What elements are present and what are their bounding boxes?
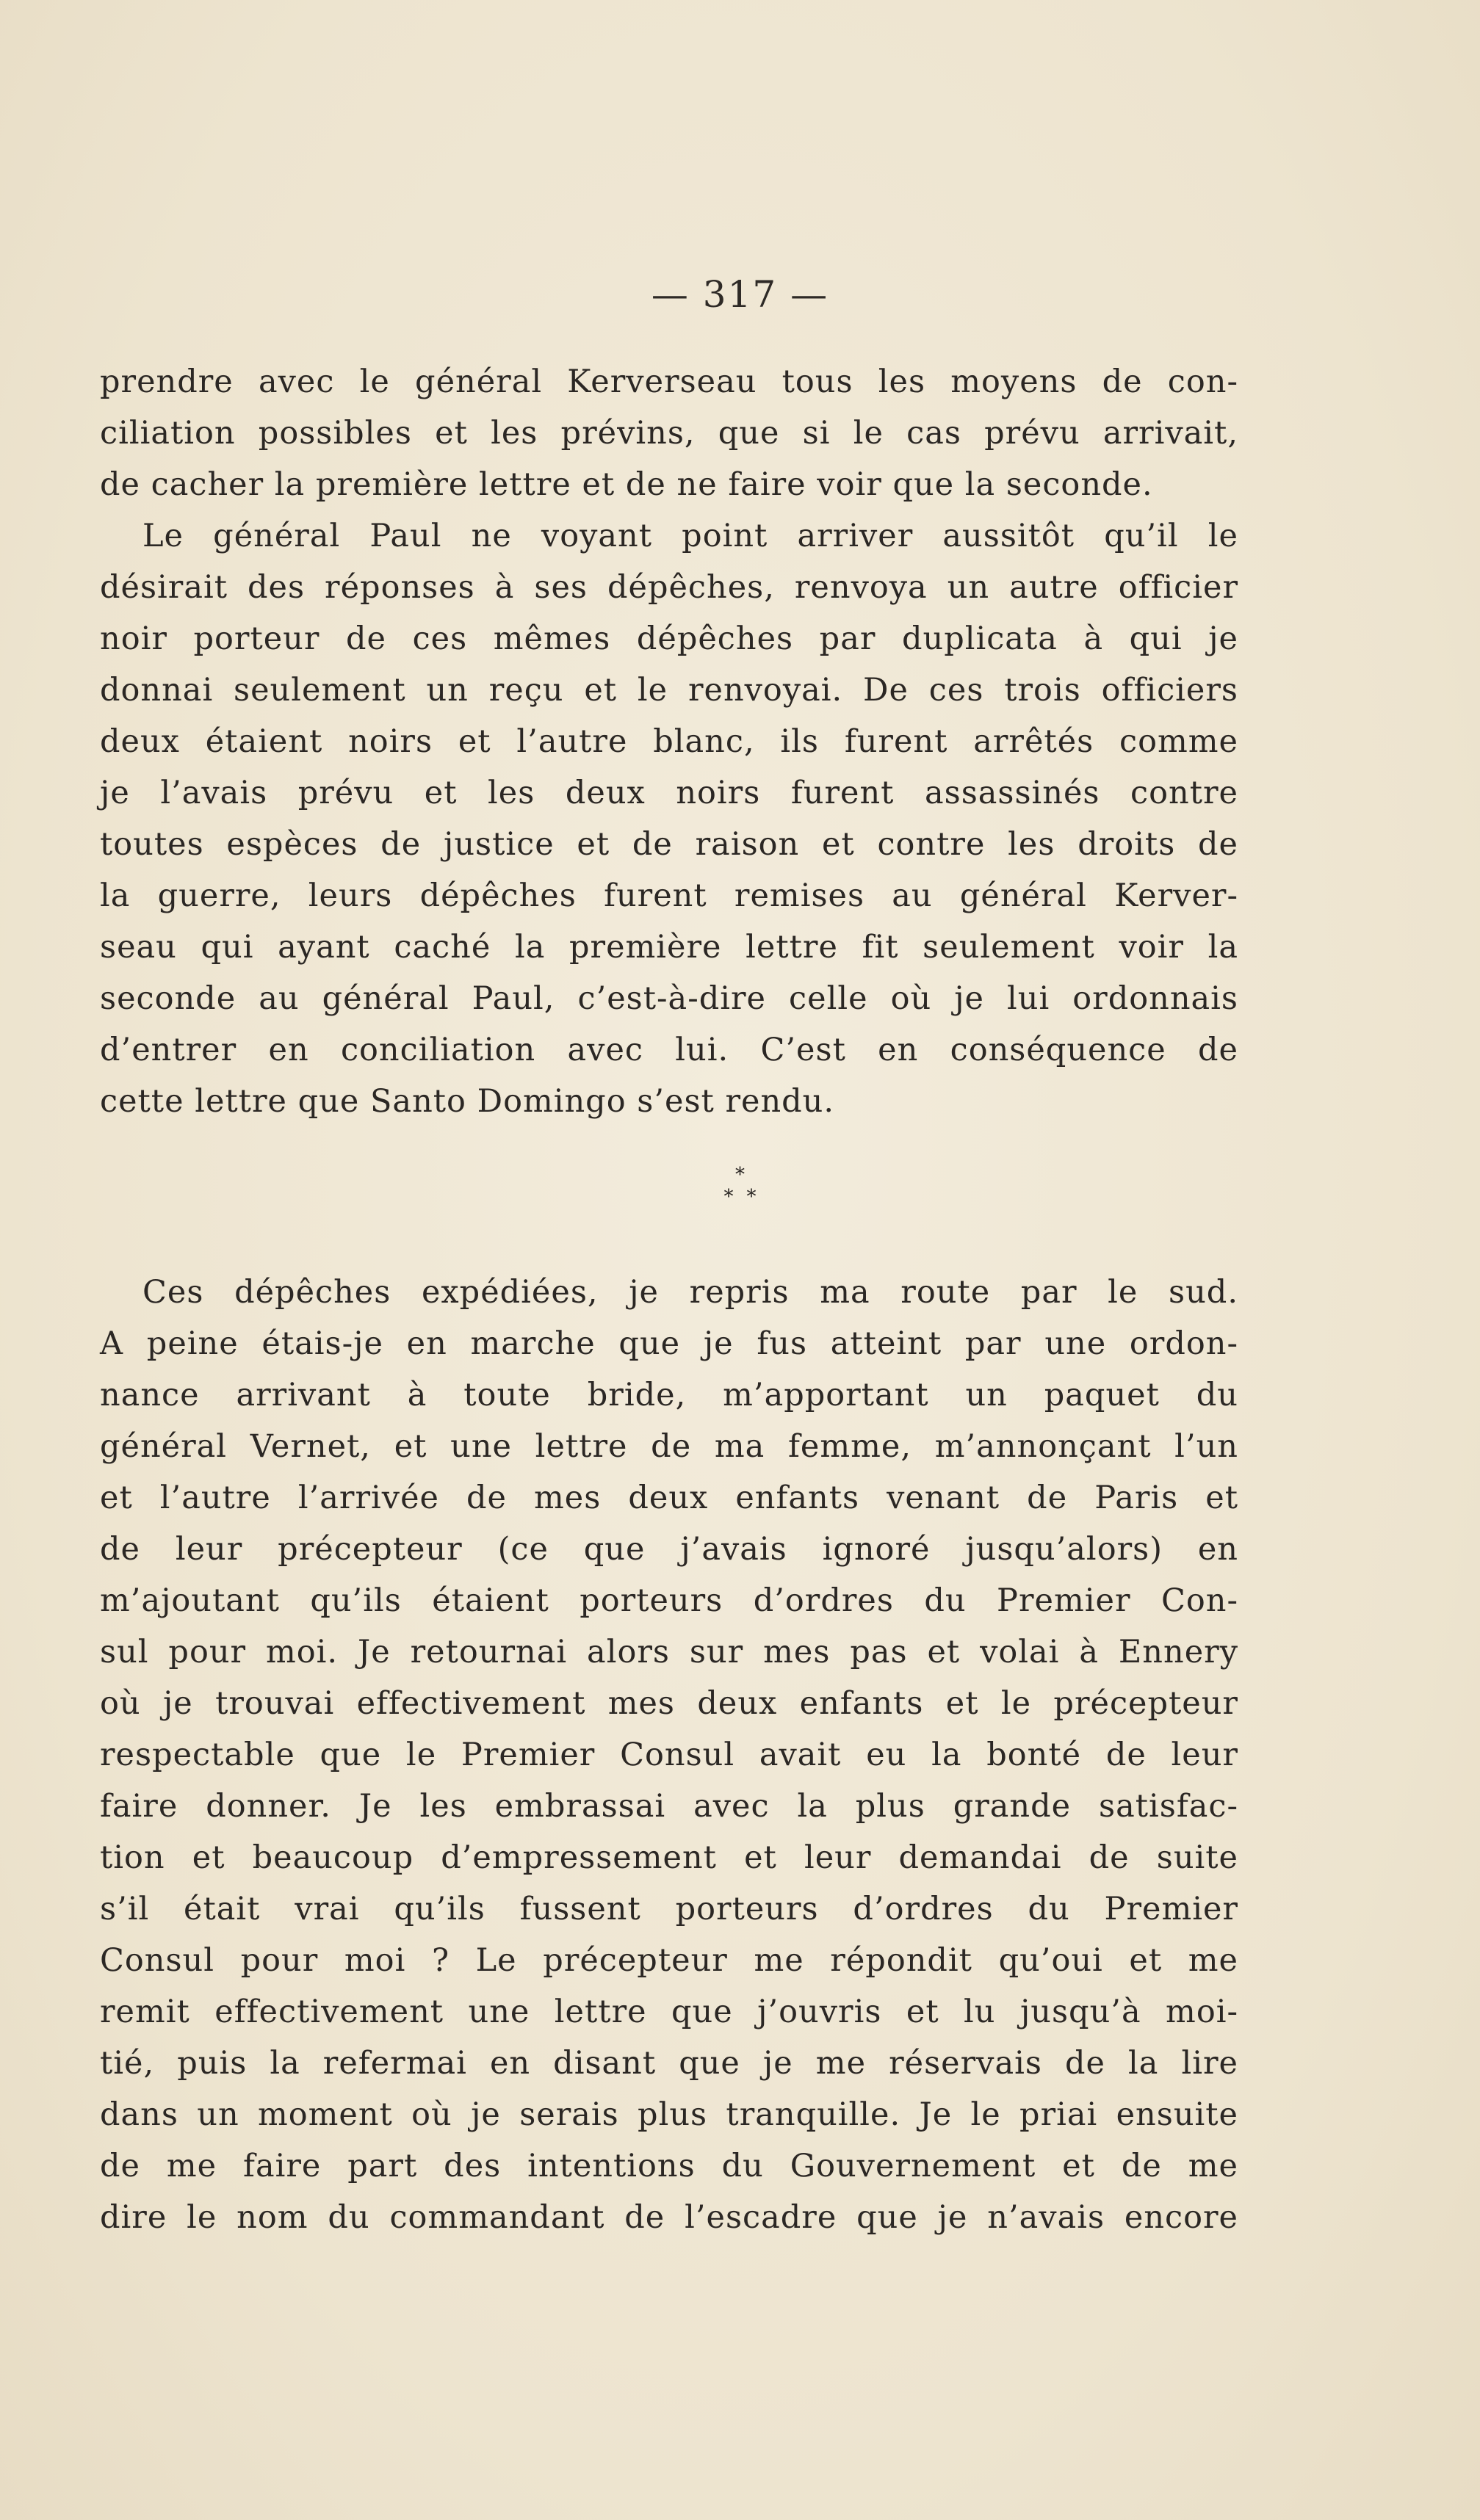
text-line: et l’autre l’arrivée de mes deux enfants venant de Paris et	[100, 1480, 1238, 1516]
text-line: s’il était vrai qu’ils fussent porteurs d’ordres du Premier	[100, 1891, 1238, 1927]
text-line: je l’avais prévu et les deux noirs furent assassinés contre	[100, 775, 1238, 811]
text-line: deux étaient noirs et l’autre blanc, ils furent arrêtés comme	[100, 723, 1238, 760]
text-line: ciliation possibles et les prévins, que si le cas prévu arrivait,	[100, 415, 1238, 452]
text-line: de cacher la première lettre et de ne faire voir que la seconde.	[100, 466, 1153, 503]
text-upper	[100, 356, 1238, 1127]
page-number: — 317 —	[651, 273, 829, 316]
text-line: faire donner. Je les embrassai avec la plus grande satisfac-	[100, 1788, 1238, 1825]
text-line: Ces dépêches expédiées, je repris ma route par le sud.	[142, 1274, 1238, 1311]
section-separator	[0, 1164, 1480, 1208]
text-line: Le général Paul ne voyant point arriver aussitôt qu’il le	[142, 518, 1238, 554]
text-line: m’ajoutant qu’ils étaient porteurs d’ordres du Premier Con-	[100, 1582, 1238, 1619]
text-line: de leur précepteur (ce que j’avais ignoré jusqu’alors) en	[100, 1531, 1238, 1568]
text-line: la guerre, leurs dépêches furent remises au général Kerver-	[100, 877, 1238, 914]
text-line: seau qui ayant caché la première lettre fit seulement voir la	[100, 929, 1238, 966]
text-line: donnai seulement un reçu et le renvoyai. De ces trois officiers	[100, 672, 1238, 709]
text-line: sul pour moi. Je retournai alors sur mes pas et volai à Ennery	[100, 1634, 1238, 1670]
text-line: cette lettre que Santo Domingo s’est rendu.	[100, 1083, 835, 1120]
text-line: noir porteur de ces mêmes dépêches par duplicata à qui je	[100, 620, 1238, 657]
text-line: seconde au général Paul, c’est-à-dire celle où je lui ordonnais	[100, 980, 1238, 1017]
text-line: désirait des réponses à ses dépêches, renvoya un autre officier	[100, 569, 1238, 606]
text-line: de me faire part des intentions du Gouvernement et de me	[100, 2148, 1238, 2184]
text-line: où je trouvai effectivement mes deux enfants et le précepteur	[100, 1685, 1238, 1722]
text-line: A peine étais-je en marche que je fus atteint par une ordon-	[100, 1325, 1238, 1362]
text-line: d’entrer en conciliation avec lui. C’est en conséquence de	[100, 1032, 1238, 1068]
text-line: nance arrivant à toute bride, m’apportant un paquet du	[100, 1377, 1238, 1413]
text-line: prendre avec le général Kerverseau tous les moyens de con-	[100, 363, 1238, 400]
text-line: tion et beaucoup d’empressement et leur demandai de suite	[100, 1839, 1238, 1876]
text-line: remit effectivement une lettre que j’ouvris et lu jusqu’à moi-	[100, 1994, 1238, 2030]
separator-star-top: *	[735, 1164, 745, 1186]
text-line: Consul pour moi ? Le précepteur me répondit qu’oui et me	[100, 1942, 1238, 1979]
text-line: dans un moment où je serais plus tranquille. Je le priai ensuite	[100, 2096, 1238, 2133]
separator-stars-bottom: **	[723, 1186, 770, 1208]
text-lower	[100, 1267, 1238, 2243]
text-line: tié, puis la refermai en disant que je me réservais de la lire	[100, 2045, 1238, 2082]
text-line: général Vernet, et une lettre de ma femme, m’annonçant l’un	[100, 1428, 1238, 1465]
text-line: respectable que le Premier Consul avait eu la bonté de leur	[100, 1737, 1238, 1773]
text-line: toutes espèces de justice et de raison et contre les droits de	[100, 826, 1238, 863]
text-line: dire le nom du commandant de l’escadre que je n’avais encore	[100, 2199, 1238, 2236]
